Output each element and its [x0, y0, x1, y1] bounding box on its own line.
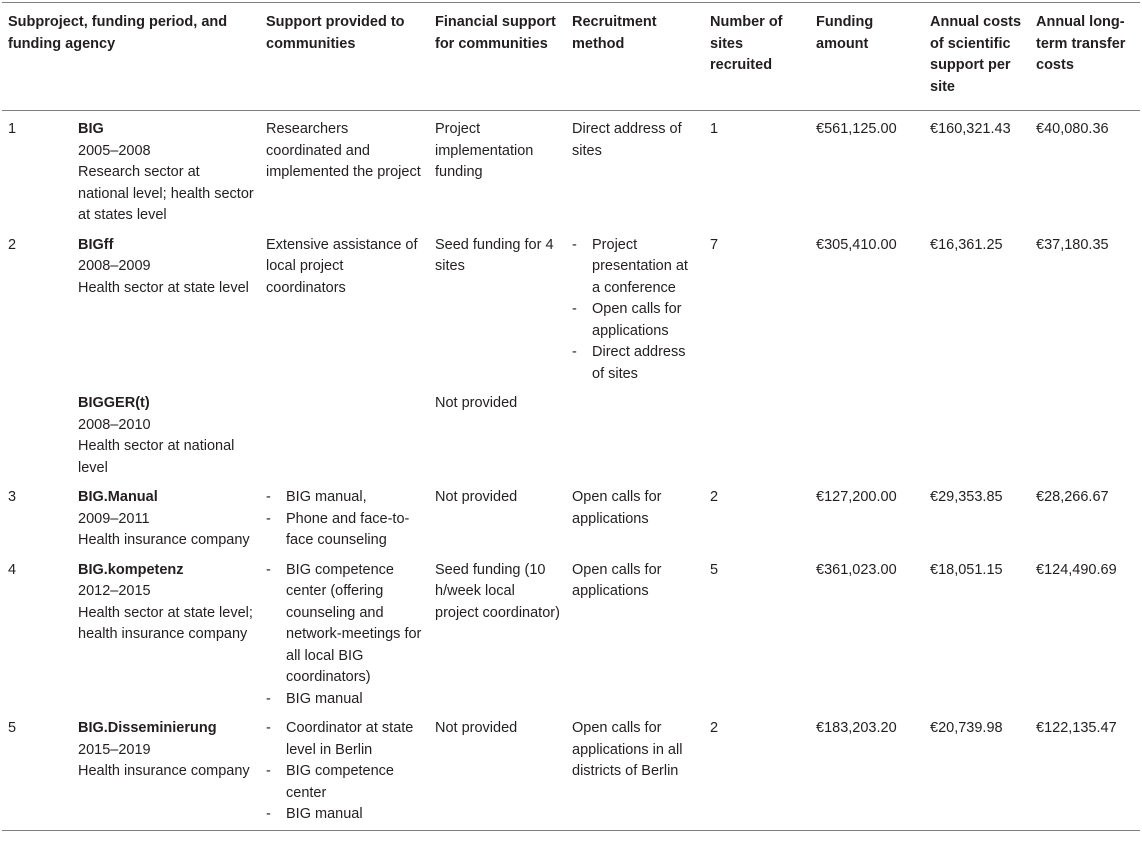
recruitment-cell-text: Open calls for applications: [572, 489, 662, 527]
annual-transfer-cell: €124,490.69: [1036, 561, 1117, 578]
list-item: - BIG competence center: [266, 761, 423, 804]
annual-sci-cell: [924, 385, 1030, 479]
funding-cell: €183,203.20: [810, 710, 924, 830]
annual-transfer-cell: €40,080.36: [1036, 121, 1109, 137]
list-item: - Open calls for applications: [572, 299, 698, 342]
financial-cell: Not provided: [435, 489, 518, 505]
support-cell: [260, 385, 429, 479]
support-cell-list: [266, 487, 423, 552]
support-cell-list: [266, 560, 423, 711]
col-header-financial: Financial support for communities: [429, 3, 566, 111]
funding-period: 2009–2011: [78, 510, 150, 527]
annual-transfer-cell: €28,266.67: [1036, 489, 1109, 505]
subproject-cell: [72, 479, 260, 552]
funding-cell: €305,410.00: [816, 236, 897, 253]
support-cell: [260, 552, 429, 711]
table-row: [2, 111, 1140, 227]
annual-sci-cell: €29,353.85: [930, 489, 1003, 505]
col-header-annual-sci: Annual costs of scientific support per site: [924, 3, 1030, 111]
row-number: 3: [8, 489, 17, 505]
col-header-support: Support provided to communities: [260, 3, 429, 111]
table-header-row: [2, 3, 1140, 111]
funding-agency: Health sector at national level: [78, 438, 235, 476]
recruitment-cell-list: [572, 235, 698, 386]
funding-period: 2005–2008: [78, 142, 151, 159]
table-row: [2, 227, 1140, 386]
funding-table: [2, 2, 1140, 831]
annual-sci-cell: €16,361.25: [930, 236, 1003, 253]
recruitment-cell: [566, 710, 704, 830]
table-row: [2, 385, 1140, 479]
annual-transfer-cell: [1030, 385, 1140, 479]
subproject-name: BIG.kompetenz: [78, 561, 184, 578]
sites-cell: 5: [710, 561, 719, 578]
subproject-name: BIGff: [78, 236, 114, 253]
recruitment-cell: [566, 385, 704, 479]
support-cell-text: Extensive assistance of local project coordinators: [266, 236, 418, 296]
funding-agency: Research sector at national level; health sector at states level: [78, 164, 254, 223]
funding-period: 2015–2019: [78, 741, 151, 758]
sites-cell: 2: [710, 489, 719, 505]
financial-cell: Project implementation funding: [435, 121, 534, 180]
annual-sci-cell: €160,321.43: [930, 121, 1011, 137]
table-body: [2, 111, 1140, 831]
annual-transfer-cell: €122,135.47: [1030, 710, 1140, 830]
funding-period: 2008–2010: [78, 416, 151, 433]
table-row: [2, 710, 1140, 830]
funding-agency: Health insurance company: [78, 532, 250, 548]
support-cell: [260, 111, 429, 227]
col-header-funding: Funding amount: [810, 3, 924, 111]
recruitment-cell-text: Open calls for applications in all districts of Berlin: [572, 720, 683, 779]
recruitment-cell: [566, 552, 704, 711]
list-item: - BIG manual: [266, 804, 423, 826]
support-cell: [260, 227, 429, 386]
support-cell-list: [266, 718, 423, 826]
funding-cell: [810, 385, 924, 479]
subproject-name: BIG.Disseminierung: [78, 720, 217, 736]
recruitment-cell: [566, 227, 704, 386]
subproject-name: BIG: [78, 121, 104, 137]
annual-sci-cell: €20,739.98: [924, 710, 1030, 830]
funding-agency: Health sector at state level: [78, 279, 249, 296]
support-cell: [260, 479, 429, 552]
financial-cell: Not provided: [435, 395, 518, 411]
financial-cell: Seed funding for 4 sites: [435, 236, 554, 274]
subproject-cell: [72, 227, 260, 386]
list-item: - Coordinator at state level in Berlin: [266, 718, 423, 761]
funding-cell: €361,023.00: [816, 561, 897, 578]
financial-cell: Not provided: [429, 710, 566, 830]
support-cell-text: Researchers coordinated and implemented the project: [266, 121, 421, 180]
funding-agency: Health insurance company: [78, 763, 250, 779]
annual-transfer-cell: €37,180.35: [1036, 236, 1109, 253]
funding-agency: Health sector at state level; health insurance company: [78, 604, 253, 642]
recruitment-cell: [566, 111, 704, 227]
recruitment-cell: [566, 479, 704, 552]
col-header-annual-transfer: Annual long-term transfer costs: [1030, 3, 1140, 111]
subproject-cell: [72, 710, 260, 830]
annual-sci-cell: €18,051.15: [930, 561, 1003, 578]
financial-cell: Seed funding (10 h/week local project coordinator): [435, 561, 560, 621]
funding-period: 2012–2015: [78, 583, 151, 599]
list-item: - Direct address of sites: [572, 342, 698, 385]
table-row: [2, 552, 1140, 711]
row-number: [2, 385, 72, 479]
col-header-sites: Number of sites recruited: [704, 3, 810, 111]
sites-cell: 1: [710, 121, 719, 137]
sites-cell: 2: [704, 710, 810, 830]
col-header-recruitment: Recruitment method: [566, 3, 704, 111]
list-item: - Project presentation at a conference: [572, 235, 698, 300]
row-number: 4: [8, 561, 17, 578]
funding-cell: €127,200.00: [816, 489, 897, 505]
sites-cell: 7: [710, 236, 719, 253]
list-item: - BIG manual: [266, 689, 423, 711]
subproject-name: BIG.Manual: [78, 489, 158, 505]
subproject-cell: [72, 385, 260, 479]
subproject-name: BIGGER(t): [78, 395, 150, 411]
row-number: 5: [2, 710, 72, 830]
funding-period: 2008–2009: [78, 258, 151, 274]
row-number: 2: [8, 236, 17, 253]
list-item: - BIG competence center (offering counseling and network-meetings for all local BIG coordinators): [266, 560, 423, 689]
list-item: - Phone and face-to-face counseling: [266, 509, 423, 552]
list-item: - BIG manual,: [266, 487, 423, 509]
col-header-subproject: Subproject, funding period, and funding agency: [2, 3, 260, 111]
subproject-cell: [72, 552, 260, 711]
support-cell: [260, 710, 429, 830]
recruitment-cell-text: Open calls for applications: [572, 561, 662, 599]
recruitment-cell-text: Direct address of sites: [572, 121, 682, 159]
table-row: [2, 479, 1140, 552]
sites-cell: [704, 385, 810, 479]
subproject-cell: [72, 111, 260, 227]
funding-cell: €561,125.00: [816, 121, 897, 137]
row-number: 1: [8, 121, 17, 137]
